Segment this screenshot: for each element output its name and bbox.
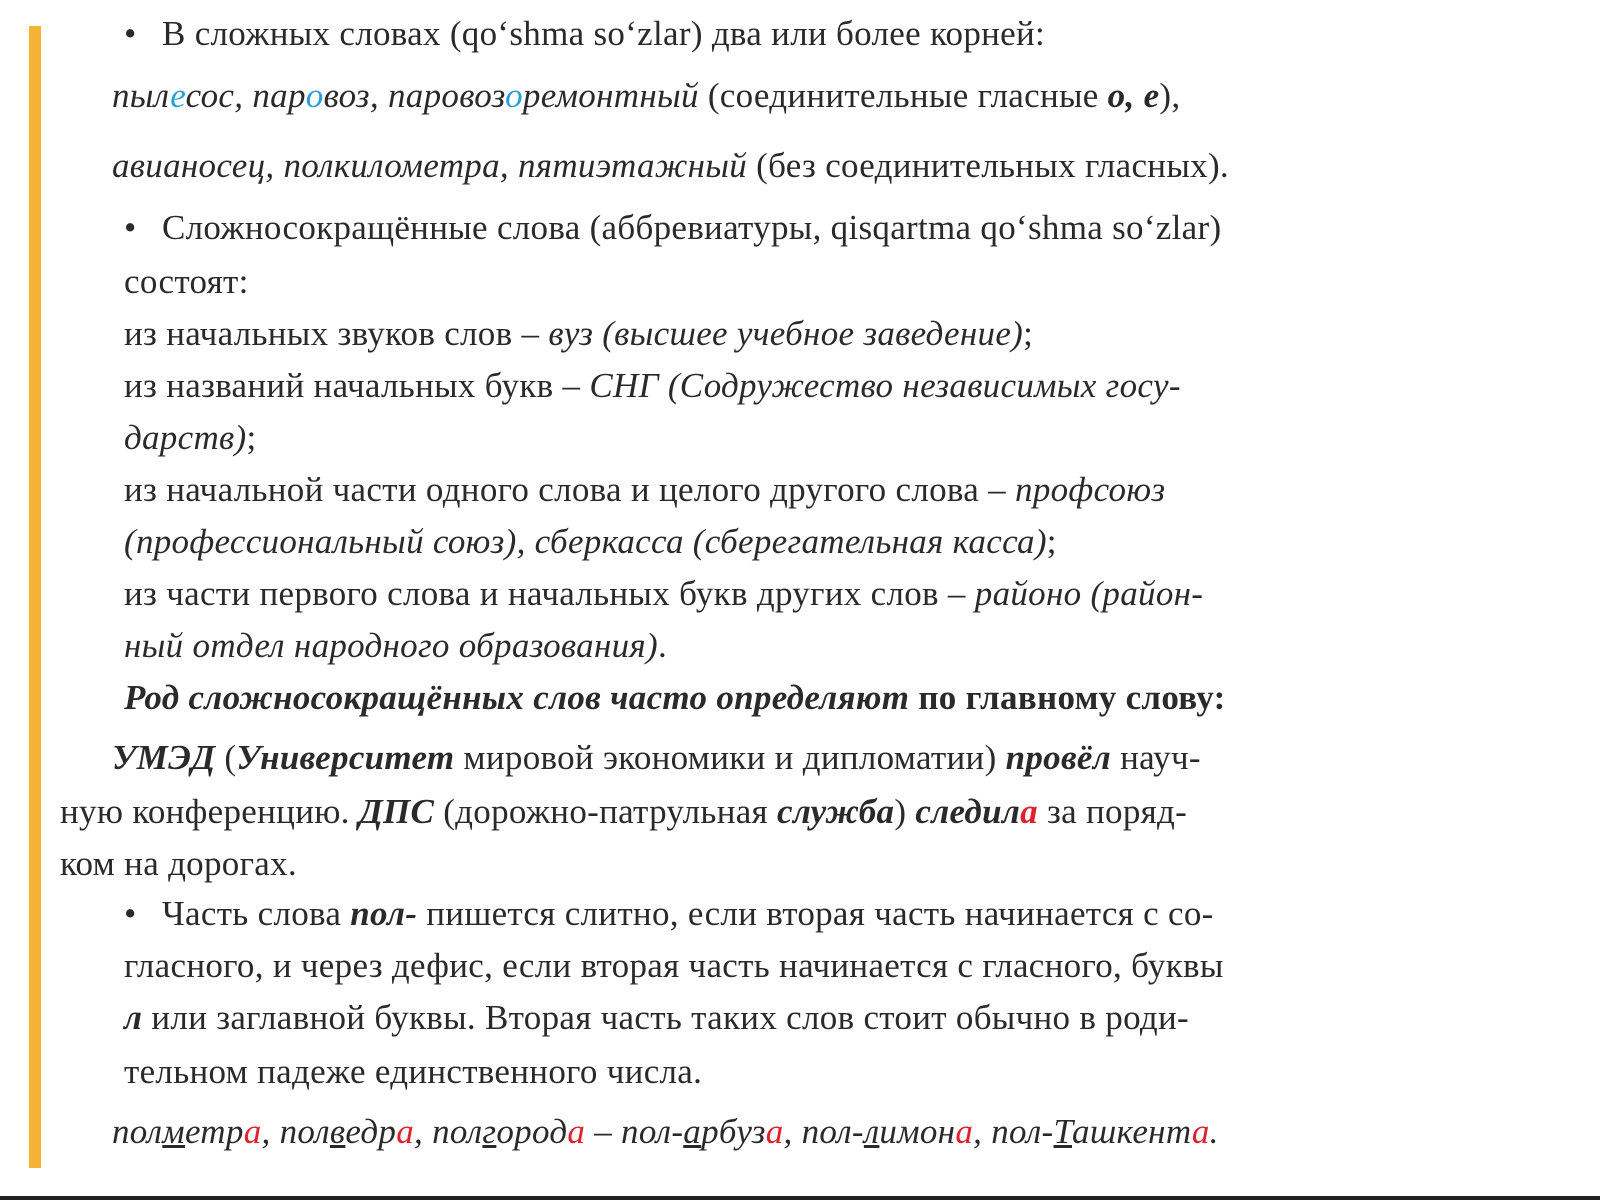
- pol-line-2: гласного, и через дефис, если вторая часть начинается с гласного, буквы: [124, 946, 1224, 985]
- compound-examples-line: пылесос, паровоз, паровозоремонтный (соединительные гласные о, е),: [112, 76, 1181, 115]
- pol-examples: полметра, полведра, полгорода – пол-арбуза, пол-лимона, пол-Ташкента.: [112, 1112, 1219, 1151]
- compound-examples-line-2: авианосец, полкилометра, пятиэтажный (без соединительных гласных).: [112, 146, 1229, 185]
- example-word: полгорода: [432, 1112, 586, 1151]
- abbr-line-2: из названий начальных букв – СНГ (Содружество независимых госу-: [124, 366, 1181, 405]
- abbr-line-5: (профессиональный союз), сберкасса (сберегательная касса);: [124, 522, 1057, 561]
- example-word: паровозоремонтный: [388, 76, 699, 115]
- example-word: пол-Ташкента: [991, 1112, 1210, 1151]
- compound-lead: В сложных словах (qo‘shma so‘zlar) два или более корней:: [162, 14, 1046, 53]
- bullet-icon: •: [124, 894, 137, 933]
- example-word: пылесос: [112, 76, 235, 115]
- pol-line-3: л или заглавной буквы. Вторая часть таких слов стоит обычно в роди-: [124, 998, 1189, 1037]
- example-word: полведра: [279, 1112, 414, 1151]
- abbr-line-3: дарств);: [124, 418, 257, 457]
- example-word: полметра: [112, 1112, 262, 1151]
- abbr-line-7: ный отдел народного образования).: [124, 626, 668, 665]
- bullet-icon: •: [124, 208, 137, 247]
- example-word: паровоз: [252, 76, 370, 115]
- bottom-rule: [0, 1196, 1600, 1200]
- bullet-icon: •: [124, 14, 137, 53]
- abbr-line-1: из начальных звуков слов – вуз (высшее учебное заведение);: [124, 314, 1034, 353]
- gender-rule: Род сложносокращённых слов часто определяют по главному слову:: [124, 678, 1226, 717]
- abbr-lead-2: состоят:: [124, 262, 249, 301]
- accent-bar: [29, 26, 41, 1168]
- example-paragraph-line-1: УМЭД (Университет мировой экономики и дипломатии) провёл науч-: [112, 738, 1201, 777]
- pol-line-4: тельном падеже единственного числа.: [124, 1052, 703, 1091]
- example-paragraph-line-3: ком на дорогах.: [60, 844, 297, 883]
- example-paragraph-line-2: ную конференцию. ДПС (дорожно-патрульная служба) следила за поряд-: [60, 792, 1188, 831]
- example-word: пол-лимона: [801, 1112, 974, 1151]
- connector-vowels: о, е: [1107, 76, 1160, 115]
- abbr-line-4: из начальной части одного слова и целого другого слова – профсоюз: [124, 470, 1166, 509]
- bullet-pol: • Часть слова пол- пишется слитно, если вторая часть начинается с со-: [124, 894, 1214, 933]
- bullet-compound-words: [124, 14, 1045, 54]
- abbr-line-6: из части первого слова и начальных букв других слов – районо (район-: [124, 574, 1204, 613]
- example-word: пол-арбуза: [621, 1112, 784, 1151]
- bullet-abbreviations: • Сложносокращённые слова (аббревиатуры, qisqartma qo‘shma so‘zlar): [124, 208, 1222, 247]
